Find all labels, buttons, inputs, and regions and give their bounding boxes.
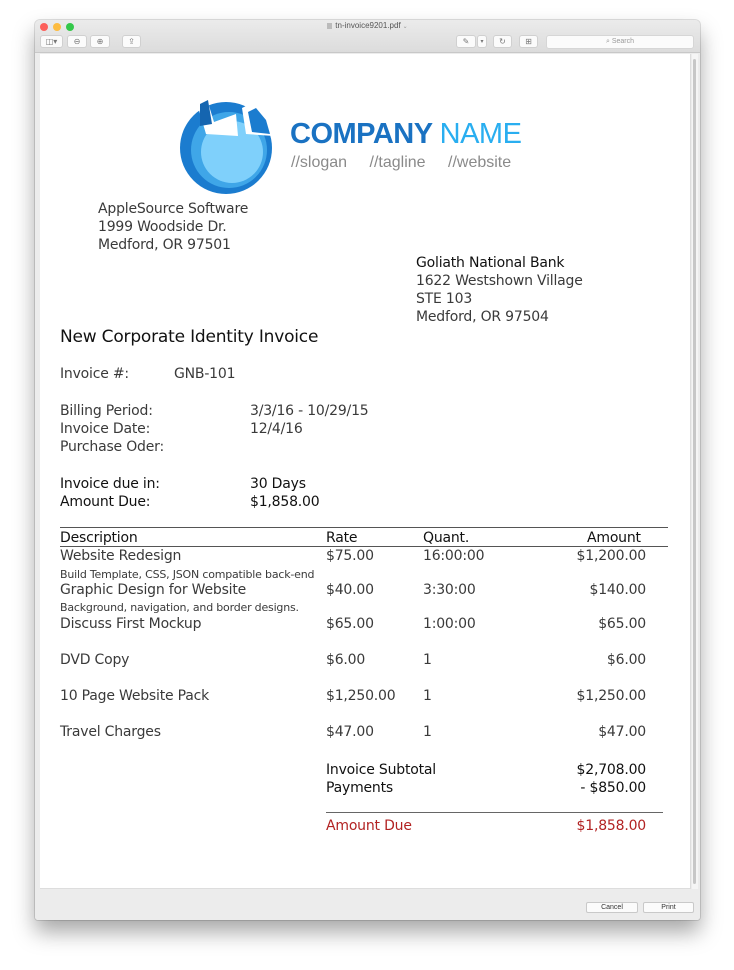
logo-slogan: //slogan	[291, 154, 348, 171]
row-amount: $65.00	[598, 616, 646, 632]
row-amount: $1,200.00	[576, 548, 646, 564]
invoice-date: 12/4/16	[250, 421, 303, 437]
company-name-part1: COMPANY	[290, 118, 433, 150]
sender-street: 1999 Woodside Dr.	[98, 219, 227, 235]
row-description: Discuss First Mockup	[60, 616, 202, 632]
cancel-button[interactable]: Cancel	[586, 902, 638, 913]
due-values	[250, 475, 319, 511]
totals-rule	[326, 812, 663, 813]
row-description: DVD Copy	[60, 652, 130, 668]
row-amount: $1,250.00	[576, 688, 646, 704]
subtotal-label: Invoice Subtotal	[326, 762, 436, 778]
sender-city: Medford, OR 97501	[98, 237, 231, 253]
sender-address	[98, 200, 248, 254]
row-rate: $40.00	[326, 582, 374, 598]
logo-tagline: //tagline	[369, 154, 426, 171]
vertical-scrollbar[interactable]	[692, 54, 698, 889]
amount-due-label: Amount Due:	[60, 494, 151, 510]
header-quantity: Quant.	[423, 530, 470, 546]
recipient-street: 1622 Westshown Village	[416, 273, 583, 289]
invoice-number-label: Invoice #:	[60, 366, 129, 382]
row-description: Graphic Design for Website	[60, 582, 247, 598]
row-rate: $65.00	[326, 616, 374, 632]
print-button[interactable]: Print	[643, 902, 694, 913]
recipient-city: Medford, OR 97504	[416, 309, 549, 325]
invoice-date-label: Invoice Date:	[60, 421, 151, 437]
row-rate: $6.00	[326, 652, 366, 668]
amount-due: $1,858.00	[250, 494, 320, 510]
final-amount-due: $1,858.00	[576, 818, 646, 834]
row-quantity: 16:00:00	[423, 548, 485, 564]
markup-button[interactable]	[456, 35, 476, 48]
subtotal: $2,708.00	[576, 762, 646, 778]
totals-values	[577, 761, 646, 797]
row-quantity: 1:00:00	[423, 616, 476, 632]
zoom-in-icon: ⊕	[96, 37, 104, 46]
header-description: Description	[60, 530, 138, 546]
search-icon: ⌕	[605, 38, 612, 45]
toolbox-icon: ⊞	[525, 37, 532, 46]
chevron-down-icon: ⌄	[402, 24, 408, 30]
pen-icon: ✎	[462, 37, 470, 46]
invoice-meta-labels	[60, 402, 164, 456]
final-amount-due-label: Amount Due	[326, 818, 412, 834]
logo-website: //website	[448, 154, 512, 171]
sidebar-toggle-button[interactable]	[40, 35, 63, 48]
row-note: Background, navigation, and border designs.	[60, 601, 299, 614]
chevron-down-icon: ▾	[480, 38, 484, 45]
row-quantity: 1	[423, 652, 432, 668]
invoice-meta-values	[250, 402, 369, 438]
invoice-title: New Corporate Identity Invoice	[60, 327, 319, 347]
purchase-order-label: Purchase Oder:	[60, 439, 164, 455]
window-title-text: tn-invoice9201.pdf	[335, 21, 401, 30]
zoom-in-button[interactable]	[90, 35, 110, 48]
pdf-file-icon	[327, 23, 332, 29]
due-labels	[60, 475, 160, 511]
row-quantity: 1	[423, 688, 432, 704]
sender-name: AppleSource Software	[98, 201, 249, 217]
row-description: Travel Charges	[60, 724, 161, 740]
row-note: Build Template, CSS, JSON compatible back-end	[60, 568, 315, 581]
row-amount: $6.00	[606, 652, 646, 668]
rotate-button[interactable]	[493, 35, 512, 48]
row-quantity: 1	[423, 724, 432, 740]
recipient-address	[416, 254, 583, 326]
search-field[interactable]	[546, 35, 694, 49]
billing-period: 3/3/16 - 10/29/15	[250, 403, 369, 419]
row-description: 10 Page Website Pack	[60, 688, 210, 704]
recipient-name: Goliath National Bank	[416, 255, 565, 271]
share-icon: ⇪	[128, 37, 135, 46]
rotate-icon: ↻	[499, 37, 506, 46]
payments-label: Payments	[326, 780, 393, 796]
billing-period-label: Billing Period:	[60, 403, 153, 419]
company-logo-icon	[176, 96, 278, 196]
invoice-number: GNB-101	[174, 366, 236, 382]
row-description: Website Redesign	[60, 548, 182, 564]
scrollbar-thumb[interactable]	[693, 59, 696, 884]
row-amount: $47.00	[598, 724, 646, 740]
row-rate: $75.00	[326, 548, 374, 564]
markup-dropdown-button[interactable]	[477, 35, 487, 48]
company-name-part2: NAME	[439, 118, 522, 150]
search-placeholder: Search	[611, 38, 635, 45]
sidebar-icon: ◫▾	[45, 37, 58, 46]
due-in: 30 Days	[250, 476, 306, 492]
row-rate: $1,250.00	[326, 688, 396, 704]
title-bar	[35, 20, 700, 53]
bottom-bar	[35, 892, 700, 920]
zoom-out-icon: ⊖	[73, 37, 81, 46]
row-quantity: 3:30:00	[423, 582, 476, 598]
company-name-logo	[290, 118, 521, 151]
due-in-label: Invoice due in:	[60, 476, 160, 492]
share-button[interactable]	[122, 35, 141, 48]
header-rate: Rate	[326, 530, 358, 546]
row-amount: $140.00	[589, 582, 646, 598]
totals-labels	[326, 761, 436, 797]
header-amount: Amount	[587, 530, 641, 546]
toolbox-button[interactable]	[519, 35, 538, 48]
table-top-rule	[60, 527, 668, 528]
row-rate: $47.00	[326, 724, 374, 740]
zoom-out-button[interactable]	[67, 35, 87, 48]
recipient-suite: STE 103	[416, 291, 473, 307]
logo-taglines	[291, 154, 511, 172]
table-header-rule	[60, 546, 668, 547]
window-title[interactable]	[35, 21, 700, 30]
payments: - $850.00	[580, 780, 646, 796]
